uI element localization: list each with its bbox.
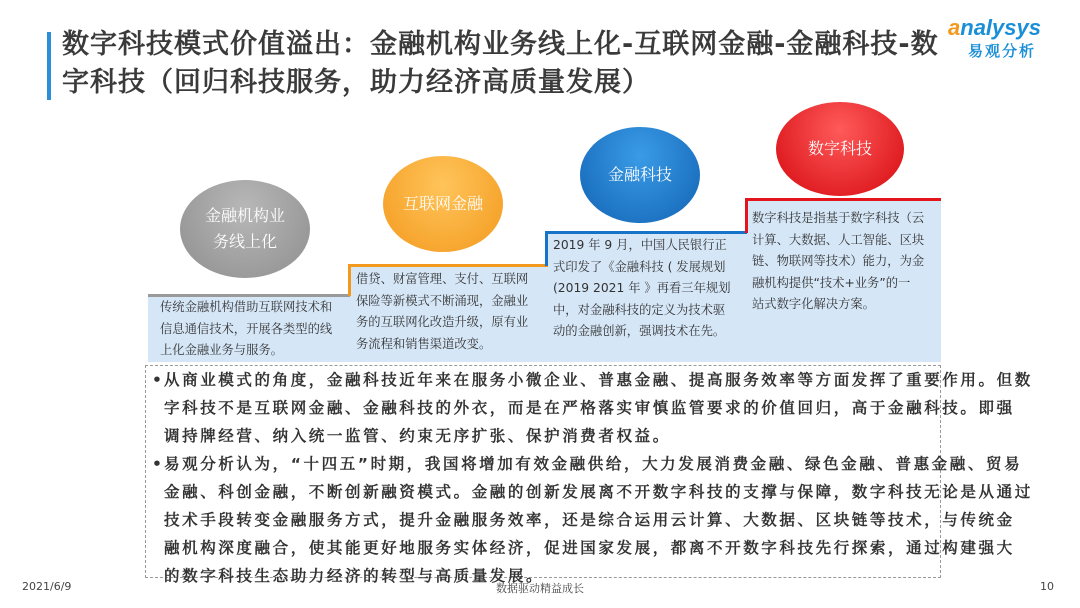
summary-line xyxy=(152,534,1015,562)
footer-date: 2021/6/9 xyxy=(22,580,72,593)
desc-line: 数字科技是指基于数字科技（云 xyxy=(752,211,925,225)
desc-line: 站式数字化解决方案。 xyxy=(752,297,875,311)
summary-text: 从商业模式的角度，金融科技近年来在服务小微企业、普惠金融、提高服务效率等方面发挥了重要作用。但数 xyxy=(164,371,1033,389)
summary-line xyxy=(152,478,1033,506)
stage-4-description xyxy=(752,208,924,316)
desc-line: 借贷、财富管理、支付、互联网 xyxy=(356,272,529,286)
analysys-logo xyxy=(948,16,1058,61)
desc-line: 式印发了《金融科技 ( 发展规划 xyxy=(553,259,726,274)
desc-line: 信息通信技术，开展各类型的线 xyxy=(160,321,333,336)
summary-text: 调持牌经营、纳入统一监管、约束无序扩张、保护消费者权益。 xyxy=(164,427,671,445)
stage-2-label: 互联网金融 xyxy=(402,194,483,213)
page-title: 数字科技模式价值溢出：金融机构业务线上化-互联网金融-金融科技-数字科技（回归科技服务，助力经济高质量发展） xyxy=(62,29,939,98)
summary-line xyxy=(152,394,1015,422)
stage-1-circle xyxy=(180,180,310,278)
page-number: 10 xyxy=(1040,580,1054,593)
desc-line: 链、物联网等技术）能力，为金 xyxy=(752,254,925,268)
footer-slogan: 数据驱动精益成长 xyxy=(496,582,584,595)
summary-text: 字科技不是互联网金融、金融科技的外衣，而是在严格落实审慎监管要求的价值回归，高于金融科技。即强 xyxy=(164,399,1015,417)
stage-2-description xyxy=(356,269,528,355)
stage-4-label: 数字科技 xyxy=(807,139,872,158)
stage-3-label: 金融科技 xyxy=(607,165,672,184)
summary-text: 技术手段转变金融服务方式，提升金融服务效率，还是综合运用云计算、大数据、区块链等技术，与传统金 xyxy=(164,511,1015,529)
stage-3-circle xyxy=(580,127,700,223)
logo-text-cn: 易观分析 xyxy=(968,42,1037,60)
stage-1-label: 金融机构业 xyxy=(204,206,285,225)
desc-line: 计算、大数据、人工智能、区块 xyxy=(752,232,925,247)
summary-text: 金融、科创金融，不断创新融资模式。金融的创新发展离不开数字科技的支撑与保障，数字科技无论是从通过 xyxy=(164,483,1033,501)
summary-text: 的数字科技生态助力经济的转型与高质量发展。 xyxy=(164,567,545,585)
summary-line xyxy=(152,422,934,450)
stage-1-description xyxy=(160,297,332,362)
desc-line: 动的金融创新，强调技术在先。 xyxy=(553,324,726,338)
summary-line xyxy=(152,450,1023,478)
summary-line xyxy=(152,366,1033,394)
desc-line: 2019 年 9 月，中国人民银行正 xyxy=(553,238,727,252)
stage-4-circle xyxy=(776,102,904,196)
desc-line: 中，对金融科技的定义为技术驱 xyxy=(553,302,726,317)
desc-line: 务流程和销售渠道改变。 xyxy=(356,336,492,351)
stage-2-circle xyxy=(383,156,503,252)
bullet: • xyxy=(152,371,162,389)
desc-line: 传统金融机构借助互联网技术和 xyxy=(160,300,333,314)
title-accent-bar xyxy=(47,32,51,100)
desc-line: 融机构提供“技术+业务”的一 xyxy=(752,275,911,290)
bullet: • xyxy=(152,455,162,473)
desc-line: 保险等新模式不断涌现，金融业 xyxy=(356,293,529,308)
desc-line: 上化金融业务与服务。 xyxy=(160,343,283,357)
logo-text-en: analysys xyxy=(948,15,1041,40)
summary-text: 易观分析认为，“十四五”时期，我国将增加有效金融供给，大力发展消费金融、绿色金融、普惠金融、贸易 xyxy=(164,455,1023,473)
summary-text: 融机构深度融合，使其能更好地服务实体经济，促进国家发展，都离不开数字科技先行探索，通过构建强大 xyxy=(164,539,1015,557)
desc-line: 务的互联网化改造升级，原有业 xyxy=(356,315,529,329)
desc-line: (2019 2021 年 》再看三年规划 xyxy=(553,281,731,295)
summary-line xyxy=(152,506,1015,534)
stage-3-description xyxy=(553,235,731,343)
summary-box xyxy=(145,365,1033,585)
stage-1-label-2: 务线上化 xyxy=(212,232,277,251)
